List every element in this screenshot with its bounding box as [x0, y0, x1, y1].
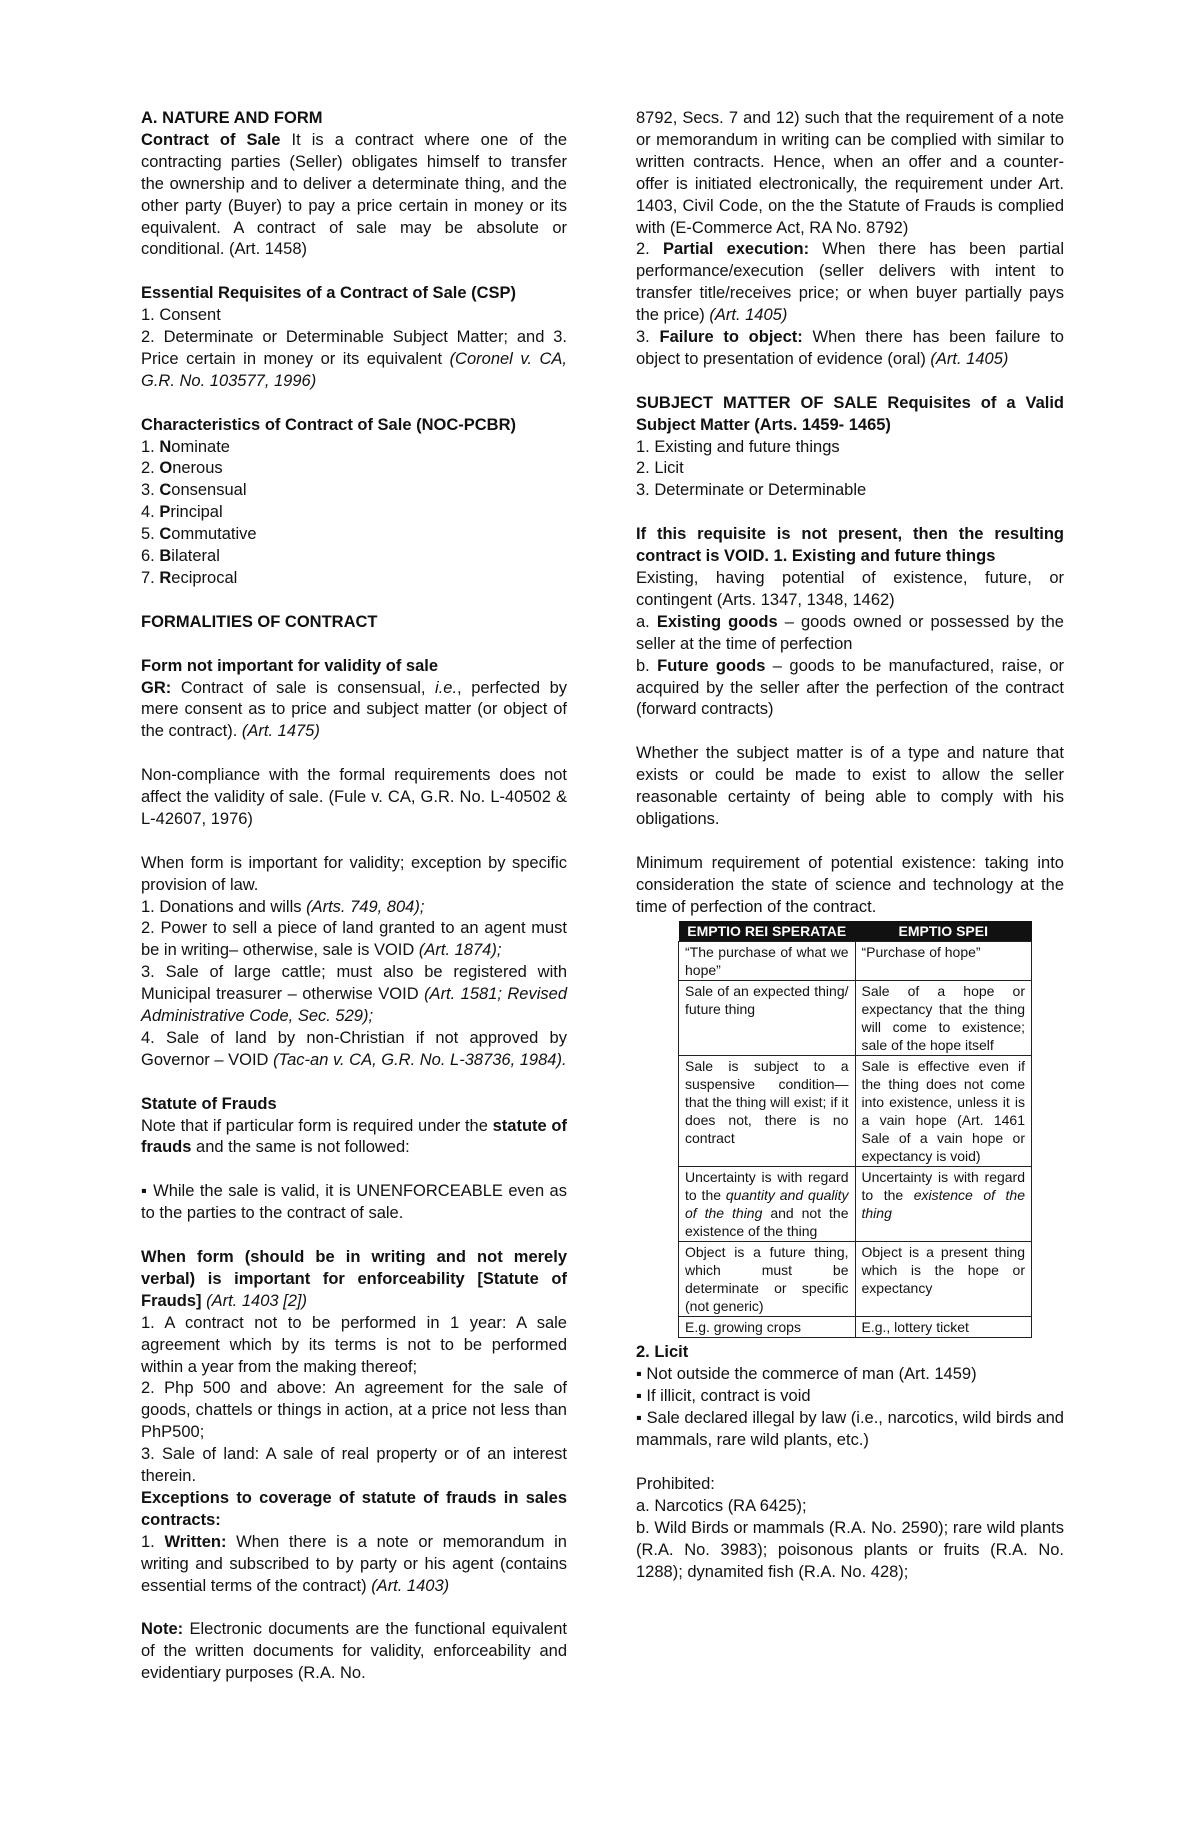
characteristic-item: 2. Onerous — [141, 459, 223, 478]
requisite-text: 2. Determinate or Determinable Subject Matter; and 3. Price certain in money or its equivalent — [141, 328, 567, 368]
table-cell: Sale is effective even if the thing does not come into existence, unless it is a vain hope (Art. 1461 Sale of a vain hope or expectancy is void) — [855, 1056, 1032, 1167]
characteristic-item: 3. Consensual — [141, 481, 247, 500]
requisite-item: 1. Consent — [141, 306, 221, 325]
characteristic-item: 1. Nominate — [141, 437, 230, 456]
licit-heading: 2. Licit — [636, 1343, 689, 1362]
exceptions-heading: Exceptions to coverage of statute of frauds in sales contracts: — [141, 1488, 567, 1529]
table-header-cell: EMPTIO REI SPERATAE — [679, 921, 856, 942]
validity-item: 3. Sale of large cattle; must also be registered with Municipal treasurer – otherwise VOID (Art. 1581; Revised Administrative Code, Sec. 529); — [141, 963, 568, 1026]
table-cell: Uncertainty is with regard to the quantity and quality of the thing and not the existence of the thing — [679, 1167, 856, 1242]
requisite-item — [141, 327, 567, 393]
table-row — [679, 1242, 1032, 1317]
exception-item: 2. Partial execution: When there has been partial performance/execution (seller delivers with intent to transfer title/receives price; or when buyer partially pays the price) (Art. 1405) — [636, 240, 1064, 325]
characteristic-item: 6. Bilateral — [141, 547, 220, 566]
existing-goods-item: a. Existing goods – goods owned or possessed by the seller at the time of perfection — [636, 612, 1064, 653]
right-column — [636, 108, 1064, 1583]
form-validity-heading: Form not important for validity of sale — [141, 656, 439, 675]
table-cell: E.g., lottery ticket — [855, 1317, 1032, 1338]
subject-matter-item: 1. Existing and future things — [636, 437, 840, 456]
table-header-row — [679, 921, 1032, 942]
licit-bullet: ▪ If illicit, contract is void — [636, 1387, 811, 1406]
prohibited-item: a. Narcotics (RA 6425); — [636, 1496, 807, 1515]
validity-item: 4. Sale of land by non-Christian if not approved by Governor – VOID (Tac-an v. CA, G.R. No. L-38736, 1984). — [141, 1028, 567, 1069]
void-heading: If this requisite is not present, then the resulting contract is VOID. 1. Existing and future things — [636, 525, 1064, 566]
subject-matter-item: 2. Licit — [636, 459, 684, 478]
validity-item: 1. Donations and wills (Arts. 749, 804); — [141, 897, 425, 916]
minimum-paragraph: Minimum requirement of potential existence: taking into consideration the state of science and technology at the time of perfection of the contract. — [636, 853, 1064, 916]
table-cell: E.g. growing crops — [679, 1317, 856, 1338]
when-form-paragraph: When form is important for validity; exception by specific provision of law. — [141, 853, 567, 894]
subject-matter-heading: SUBJECT MATTER OF SALE Requisites of a Valid Subject Matter (Arts. 1459- 1465) — [636, 393, 1064, 434]
table-cell: “The purchase of what we hope” — [679, 942, 856, 981]
exception-item: 3. Failure to object: When there has been failure to object to presentation of evidence (oral) (Art. 1405) — [636, 328, 1064, 368]
existing-paragraph: Existing, having potential of existence, future, or contingent (Arts. 1347, 1348, 1462) — [636, 569, 1064, 609]
definition-text: It is a contract where one of the contracting parties (Seller) obligates himself to transfer the ownership and to deliver a determinate thing, and the other party (Buyer) to pay a price certain in money or its equivalent. A contract of sale may be absolute or conditional. (Art. 1458) — [141, 130, 568, 259]
definition-term: Contract of Sale — [141, 130, 281, 149]
left-column — [141, 108, 567, 1685]
table-cell: Sale is subject to a suspensive condition—that the thing will exist; if it does not, there is no contract — [679, 1056, 856, 1167]
definition-paragraph — [141, 130, 567, 261]
enforceability-heading: When form (should be in writing and not merely verbal) is important for enforceability [Statute of Frauds] (Art. 1403 [2]) — [141, 1247, 567, 1310]
noncompliance-paragraph: Non-compliance with the formal requirements does not affect the validity of sale. (Fule v. CA, G.R. No. L-40502 & L-42607, 1976) — [141, 766, 567, 828]
prohibited-item: b. Wild Birds or mammals (R.A. No. 2590); rare wild plants (R.A. No. 3983); poisonous plants or fruits (R.A. No. 1288); dynamited fish (R.A. No. 428); — [636, 1518, 1064, 1581]
table-cell: “Purchase of hope” — [855, 942, 1032, 981]
emptio-comparison-table — [678, 921, 1032, 1338]
table-cell: Sale of an expected thing/ future thing — [679, 981, 856, 1056]
table-row — [679, 1317, 1032, 1338]
licit-bullet: ▪ Not outside the commerce of man (Art. 1459) — [636, 1365, 977, 1384]
characteristic-item: 7. Reciprocal — [141, 569, 238, 587]
enforceability-item: 1. A contract not to be performed in 1 year: A sale agreement which by its terms is not to be performed within a year from the making thereof; — [141, 1313, 567, 1376]
general-rule-citation: (Art. 1475) — [241, 722, 320, 741]
note-paragraph: Note: Electronic documents are the functional equivalent of the written documents for validity, enforceability and evidentiary purposes (R.A. No. — [141, 1620, 567, 1683]
table-row — [679, 1167, 1032, 1242]
table-cell: Object is a present thing which is the hope or expectancy — [855, 1242, 1032, 1317]
characteristics-heading: Characteristics of Contract of Sale (NOC-PCBR) — [141, 415, 516, 434]
general-rule-paragraph: GR: Contract of sale is consensual, i.e., perfected by mere consent as to price and subject matter (or object of the contract). (Art. 1475) — [141, 678, 567, 741]
licit-bullet: ▪ Sale declared illegal by law (i.e., narcotics, wild birds and mammals, rare wild plants, etc.) — [636, 1409, 1064, 1450]
exception-item: 1. Written: When there is a note or memorandum in writing and subscribed to by party or his agent (contains essential terms of the contract) (Art. 1403) — [141, 1532, 567, 1595]
table-cell: Object is a future thing, which must be determinate or specific (not generic) — [679, 1242, 856, 1317]
statute-note: Note that if particular form is required under the statute of frauds and the same is not followed: — [141, 1116, 567, 1157]
table-cell: Uncertainty is with regard to the existence of the thing — [855, 1167, 1032, 1242]
prohibited-heading: Prohibited: — [636, 1474, 715, 1493]
section-title: A. NATURE AND FORM — [141, 109, 323, 127]
table-header-cell: EMPTIO SPEI — [855, 921, 1032, 942]
note-continuation: 8792, Secs. 7 and 12) such that the requirement of a note or memorandum in writing can be complied with similar to written contracts. Hence, when an offer and a counter-offer is initiated electronically, the requirement under Art. 1403, Civil Code, on the the Statute of Frauds is complied with (E-Commerce Act, RA No. 8792) — [636, 109, 1064, 237]
characteristic-item: 5. Commutative — [141, 525, 257, 544]
general-rule-label: GR: — [141, 678, 172, 697]
whether-paragraph: Whether the subject matter is of a type and nature that exists or could be made to exist to allow the seller reasonable certainty of being able to comply with his obligations. — [636, 744, 1064, 828]
enforceability-item: 2. Php 500 and above: An agreement for the sale of goods, chattels or things in action, at a price not less than PhP500; — [141, 1379, 567, 1442]
subject-matter-item: 3. Determinate or Determinable — [636, 481, 867, 500]
validity-item: 2. Power to sell a piece of land granted to an agent must be in writing– otherwise, sale is VOID (Art. 1874); — [141, 919, 567, 960]
table-row — [679, 1056, 1032, 1167]
statute-of-frauds-heading: Statute of Frauds — [141, 1094, 277, 1113]
table-row — [679, 942, 1032, 981]
future-goods-item: b. Future goods – goods to be manufactured, raise, or acquired by the seller after the perfection of the contract (forward contracts) — [636, 656, 1064, 719]
formalities-heading: FORMALITIES OF CONTRACT — [141, 612, 378, 631]
enforceability-item: 3. Sale of land: A sale of real property or of an interest therein. — [141, 1445, 567, 1486]
characteristic-item: 4. Principal — [141, 503, 223, 522]
table-row — [679, 981, 1032, 1056]
table-cell: Sale of a hope or expectancy that the thing will come to existence; sale of the hope itself — [855, 981, 1032, 1056]
requisites-heading: Essential Requisites of a Contract of Sale (CSP) — [141, 284, 517, 303]
statute-bullet: ▪ While the sale is valid, it is UNENFORCEABLE even as to the parties to the contract of sale. — [141, 1182, 567, 1223]
requisite-citation: (Coronel v. CA, G.R. No. 103577, 1996) — [141, 349, 568, 390]
